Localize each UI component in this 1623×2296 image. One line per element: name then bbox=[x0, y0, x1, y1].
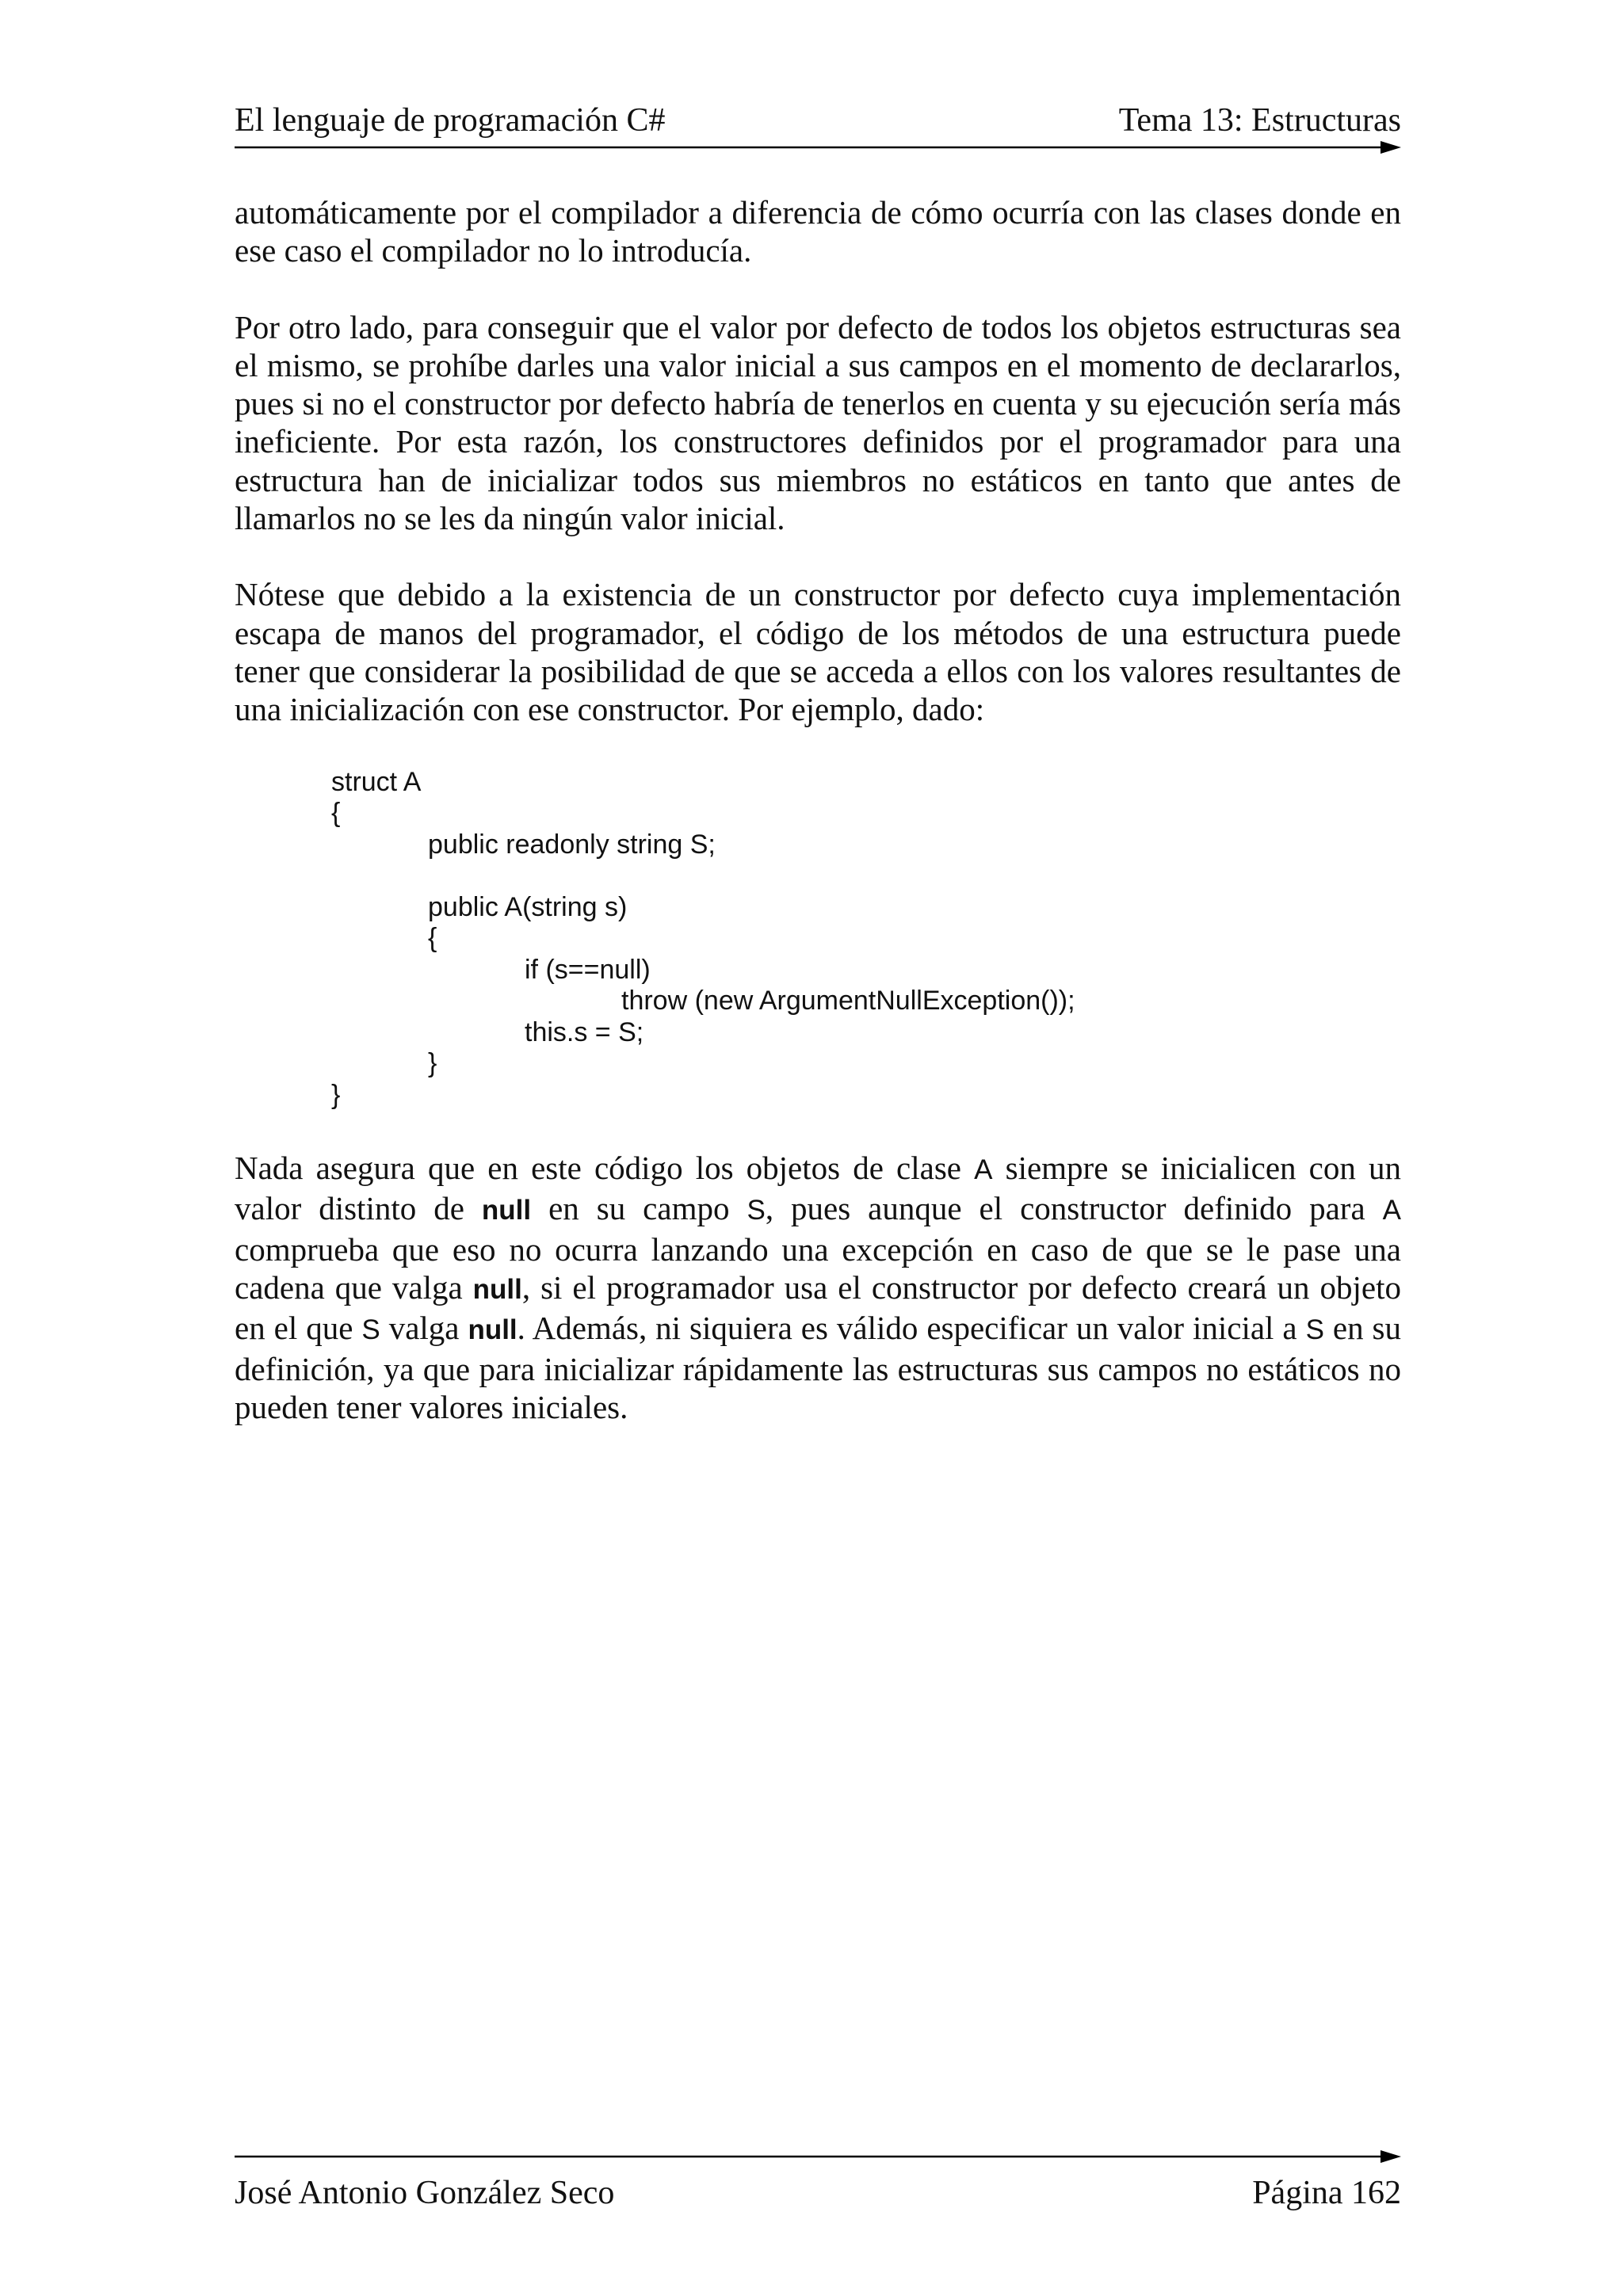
page-number: Página 162 bbox=[1252, 2175, 1401, 2211]
page-header bbox=[235, 98, 1401, 143]
code-example bbox=[331, 767, 1401, 1112]
page-footer bbox=[235, 2171, 1401, 2215]
text-run: en su definición, ya que para inicializar rápidamente las estructuras sus campos no estáticos no pueden tener valores iniciales. bbox=[235, 1310, 1402, 1425]
paragraph-2: Por otro lado, para conseguir que el valor por defecto de todos los objetos estructuras sea el mismo, se prohíbe darles una valor inicial a sus campos en el momento de declararlos, pues si no el constructor por defecto habría de tenerlos en cuenta y su ejecución sería más ineficiente. Por esta razón, los constructores definidos por el programador para una estructura han de inicializar todos sus miembros no estáticos en tanto que antes de llamarlos no se les da ningún valor inicial. bbox=[235, 308, 1401, 537]
code-line: public readonly string S; bbox=[428, 829, 716, 860]
paragraph-4 bbox=[235, 1149, 1401, 1426]
page-body bbox=[235, 193, 1401, 1464]
text-run: , pues aunque el constructor definido para bbox=[765, 1190, 1383, 1227]
code-line: struct A bbox=[331, 766, 422, 797]
text-run: valga bbox=[380, 1310, 468, 1347]
code-line: throw (new ArgumentNullException()); bbox=[621, 986, 1075, 1016]
text-run: comprueba que eso no ocurra lanzando una excepción en caso de que se le pase una cadena que valga bbox=[235, 1230, 1401, 1306]
inline-code: A bbox=[974, 1154, 993, 1186]
inline-code: S bbox=[747, 1195, 766, 1226]
code-line: this.s = S; bbox=[525, 1016, 644, 1047]
code-line: if (s==null) bbox=[525, 954, 651, 985]
paragraph-3: Nótese que debido a la existencia de un constructor por defecto cuya implementación escapa de manos del programador, el código de los métodos de una estructura puede tener que considerar la posibilidad de que se acceda a ellos con los valores resultantes de una inicialización con ese constructor. Por ejemplo, dado: bbox=[235, 576, 1401, 728]
code-line: public A(string s) bbox=[428, 891, 628, 922]
author-name: José Antonio González Seco bbox=[235, 2175, 615, 2211]
text-run: . Además, ni siquiera es válido especificar un valor inicial a bbox=[517, 1310, 1306, 1347]
keyword-null: null bbox=[468, 1314, 517, 1346]
code-line: { bbox=[428, 923, 437, 954]
text-run: en su campo bbox=[531, 1190, 747, 1227]
book-title: El lenguaje de programación C# bbox=[235, 102, 666, 139]
inline-code: S bbox=[1305, 1314, 1324, 1346]
paragraph-1: automáticamente por el compilador a diferencia de cómo ocurría con las clases donde en ese caso el compilador no lo introducía. bbox=[235, 194, 1401, 269]
inline-code: S bbox=[361, 1314, 380, 1346]
code-blank-line bbox=[331, 860, 1401, 892]
chapter-title: Tema 13: Estructuras bbox=[1118, 102, 1401, 139]
text-run: , si el programador usa el constructor por defecto creará un objeto en el que bbox=[235, 1268, 1401, 1347]
footer-arrow-rule bbox=[235, 2147, 1401, 2166]
text-run: Nada asegura que en este código los objetos de clase bbox=[235, 1150, 975, 1187]
keyword-null: null bbox=[481, 1195, 532, 1226]
code-line: { bbox=[331, 798, 341, 829]
keyword-null: null bbox=[472, 1273, 522, 1305]
header-arrow-rule bbox=[235, 138, 1401, 157]
inline-code: A bbox=[1382, 1195, 1401, 1226]
code-line: } bbox=[428, 1048, 437, 1079]
code-line: } bbox=[331, 1079, 341, 1110]
text-run: siempre se inicialicen con un valor distinto de bbox=[235, 1150, 1401, 1227]
